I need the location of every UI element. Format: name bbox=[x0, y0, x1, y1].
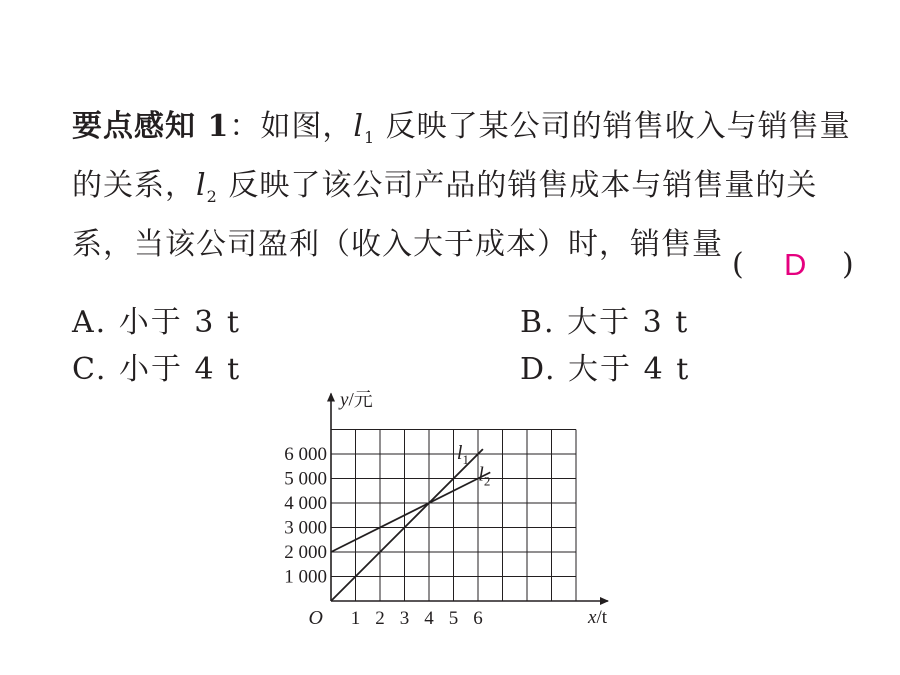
chart-grid bbox=[331, 430, 576, 602]
question-part3: 反映了该公司产品的销售成本与销售量的关系，当该公司盈利（收入大于成本）时，销售量 bbox=[72, 168, 818, 262]
chart-axes bbox=[331, 394, 608, 602]
question-part2: 反映了某公司的销售收入与销售量的关系， bbox=[72, 109, 851, 203]
x-tick-label: 5 bbox=[448, 608, 459, 629]
series-label-letter: l bbox=[456, 442, 463, 465]
line-l1-name: l bbox=[353, 109, 364, 144]
x-tick-label: 4 bbox=[424, 608, 434, 629]
x-axis-label-variable: x bbox=[588, 607, 597, 628]
chart-series bbox=[331, 449, 490, 601]
answer-text: D bbox=[784, 247, 807, 282]
x-tick-label: 6 bbox=[473, 608, 483, 629]
series-label-sub: 2 bbox=[483, 473, 491, 489]
line-l2-name: l bbox=[196, 168, 207, 203]
y-tick-label: 2 000 bbox=[284, 542, 327, 563]
y-tick-label: 6 000 bbox=[284, 444, 327, 465]
series-line-l2 bbox=[331, 472, 490, 552]
y-tick-label: 1 000 bbox=[284, 566, 327, 588]
line-l2-sub: 2 bbox=[206, 187, 218, 206]
x-axis-label bbox=[587, 607, 608, 628]
option-c[interactable]: C. 小于 4 t bbox=[72, 352, 242, 387]
y-tick-label: 4 000 bbox=[284, 493, 327, 514]
y-axis-label-unit: /元 bbox=[348, 389, 373, 411]
series-label-l1 bbox=[457, 442, 469, 467]
x-tick-label: 1 bbox=[350, 608, 361, 629]
series-label-l2 bbox=[478, 463, 490, 488]
question-text: 要点感知 1：如图，$l_1$ 反映了某公司的销售收入与销售量的关系，$l_2$ 反映了该公司产品的销售成本与销售量的关系，当该公司盈利（收入大于成本）时，销售量 bbox=[72, 109, 851, 262]
chart-labels bbox=[284, 389, 607, 630]
x-tick-label: 3 bbox=[399, 608, 410, 629]
y-tick-label: 5 000 bbox=[284, 468, 327, 490]
series-label-sub: 1 bbox=[462, 452, 469, 468]
series-line-l1 bbox=[331, 449, 483, 601]
option-d[interactable]: D. 大于 4 t bbox=[520, 352, 691, 387]
option-a[interactable]: A. 小于 3 t bbox=[72, 305, 241, 340]
question-part1: 如图， bbox=[260, 109, 354, 144]
question-label: 要点感知 1 bbox=[72, 109, 230, 144]
y-axis-label bbox=[338, 389, 373, 411]
x-axis-label-unit: /t bbox=[596, 607, 607, 628]
option-b[interactable]: B. 大于 3 t bbox=[520, 305, 690, 340]
series-label-letter: l bbox=[478, 463, 484, 486]
answer-paren-close: ) bbox=[842, 247, 854, 282]
origin-label: O bbox=[308, 607, 323, 629]
y-tick-label: 3 000 bbox=[284, 517, 327, 539]
line-l1-sub: 1 bbox=[363, 128, 376, 147]
y-axis-label-variable: y bbox=[340, 389, 349, 411]
x-tick-label: 2 bbox=[375, 608, 385, 629]
answer-paren-open: ( bbox=[732, 247, 744, 282]
